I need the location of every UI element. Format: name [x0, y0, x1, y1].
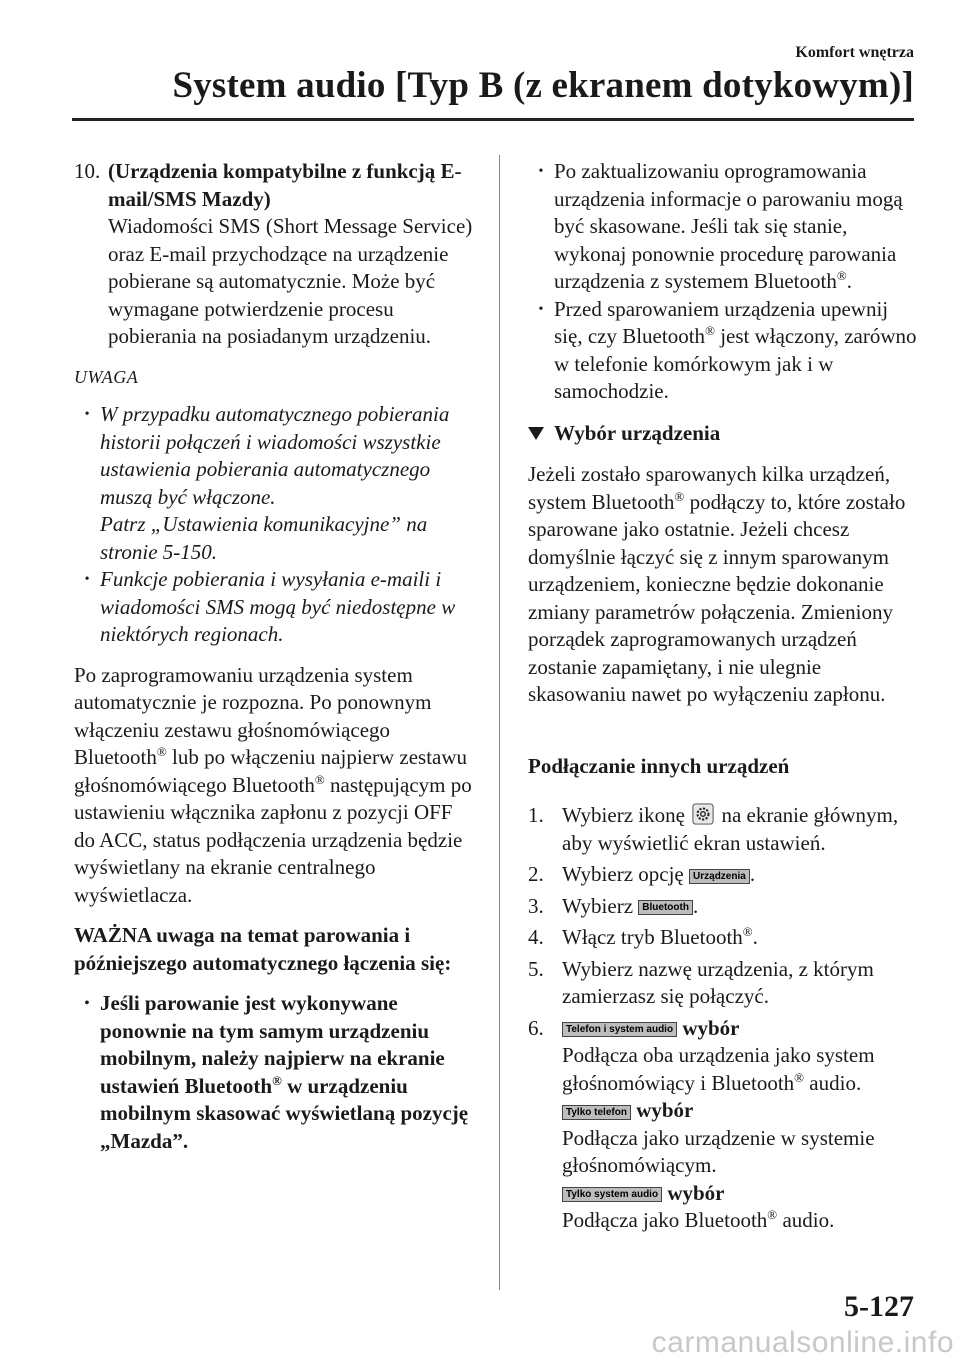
step-3: 3. Wybierz Bluetooth . [528, 893, 699, 918]
step-1: 1. Wybierz ikonę na ekranie głównym, aby wyświetlić ekran ustawień. [528, 803, 899, 855]
header-section: Komfort wnętrza [795, 44, 914, 61]
step-4: 4. Włącz tryb Bluetooth®. [528, 924, 758, 949]
bullet-item: • Po zaktualizowaniu oprogramowania urządzenia informacje o parowaniu mogą być skasowane. Jeśli tak się stanie, wykonaj ponownie procedurę parowania urządzenia z systemem Bluetooth®. [528, 158, 918, 296]
sub-heading: Podłączanie innych urządzeń [528, 753, 790, 778]
step-6: 6. Telefon i system audio wybór Podłącza oba urządzenia jako system głośnomówiący i Bluetooth® audio. Tylko telefon wybór Podłącza jako urządzenie w systemie głośnomówiącym. Tylko system audio wybór Podłącza jako Bluetooth® audio. [528, 1015, 918, 1235]
item-number: 10. [74, 159, 101, 183]
option-audio-only: Tylko system audio wybór Podłącza jako Bluetooth® audio. [562, 1180, 835, 1232]
note-label: UWAGA [74, 366, 139, 387]
gear-icon [692, 803, 714, 825]
page-number: 5-127 [844, 1290, 914, 1323]
triangle-down-icon [528, 427, 544, 440]
note-bullet [74, 566, 476, 649]
page-title: System audio [Typ B (z ekranem dotykowym)] [172, 65, 914, 106]
audio-only-button[interactable]: Tylko system audio [562, 1187, 662, 1202]
bullet-dot-icon: • [538, 164, 544, 179]
column-divider [499, 155, 500, 1290]
section-heading: Wybór urządzenia [528, 420, 918, 448]
bullet-dot-icon: • [84, 407, 90, 422]
option-phone-only: Tylko telefon wybór Podłącza jako urządzenie w systemie głośnomówiącym. [562, 1098, 875, 1177]
item-body: Wiadomości SMS (Short Message Service) oraz E-mail przychodzące na urządzenie pobierane są automatycznie. Może być wymagane potwierdzenie procesu pobierania na posiadanym urządzeniu. [108, 214, 473, 348]
devices-button[interactable]: Urządzenia [689, 869, 750, 884]
bullet-item: • Przed sparowaniem urządzenia upewnij się, czy Bluetooth® jest włączony, zarówno w telefonie komórkowym jak i w samochodzie. [528, 296, 918, 406]
bullet-dot-icon: • [84, 572, 90, 587]
note-text: Patrz „Ustawienia komunikacyjne” na stronie 5-150. [100, 512, 428, 564]
bullet-dot-icon: • [538, 301, 544, 317]
step-5: 5. Wybierz nazwę urządzenia, z którym zamierzasz się połączyć. [528, 956, 874, 1008]
paragraph: Jeżeli zostało sparowanych kilka urządzeń, system Bluetooth® podłączy to, które zostało sparowane jako ostatnie. Jeżeli chcesz domyślnie łączyć się z innym sparowanym urządzeniem, konieczne będzie dokonanie zmiany parametrów połączenia. Zmieniony porządek zaprogramowanych urządzeń zostanie zapamiętany, i nie ulegnie skasowaniu nawet po wyłączeniu zapłonu. [528, 462, 906, 706]
note-text: W przypadku automatycznego pobierania historii połączeń i wiadomości wszystkie ustawienia pobierania automatycznego muszą być włączone. [100, 402, 450, 509]
left-column [74, 158, 476, 1155]
bullet-item: • Jeśli parowanie jest wykonywane ponownie na tym samym urządzeniu mobilnym, należy najpierw na ekranie ustawień Bluetooth® w urządzeniu mobilnym skasować wyświetlaną pozycję „Mazda”. [74, 990, 476, 1155]
bluetooth-button[interactable]: Bluetooth [638, 900, 693, 915]
right-column [528, 158, 918, 1239]
list-item-10 [74, 158, 476, 351]
bullet-dot-icon: • [84, 996, 90, 1011]
note-bullet [74, 401, 476, 566]
phone-and-audio-button[interactable]: Telefon i system audio [562, 1022, 677, 1037]
note-block [74, 401, 476, 649]
item-title: (Urządzenia kompatybilne z funkcją E-mail/SMS Mazdy) [108, 159, 462, 211]
important-heading: WAŻNA uwaga na temat parowania i późniejszego automatycznego łączenia się: [74, 923, 452, 975]
phone-only-button[interactable]: Tylko telefon [562, 1105, 631, 1120]
watermark: carmanualsonline.info [651, 1326, 954, 1359]
option-phone-and-audio: Telefon i system audio wybór Podłącza oba urządzenia jako system głośnomówiący i Bluetooth® audio. [562, 1015, 875, 1095]
header-rule [72, 118, 914, 121]
note-text: Funkcje pobierania i wysyłania e-maili i wiadomości SMS mogą być niedostępne w niektórych regionach. [100, 567, 456, 646]
step-2: 2. Wybierz opcję Urządzenia . [528, 862, 756, 886]
paragraph: Po zaprogramowaniu urządzenia system automatycznie je rozpozna. Po ponownym włączeniu zestawu głośnomówiącego Bluetooth® lub po włączeniu najpierw zestawu głośnomówiącego Bluetooth® następującym po ustawieniu włącznika zapłonu z pozycji OFF do ACC, status podłączenia urządzenia będzie wyświetlany na ekranie centralnego wyświetlacza. [74, 662, 472, 907]
